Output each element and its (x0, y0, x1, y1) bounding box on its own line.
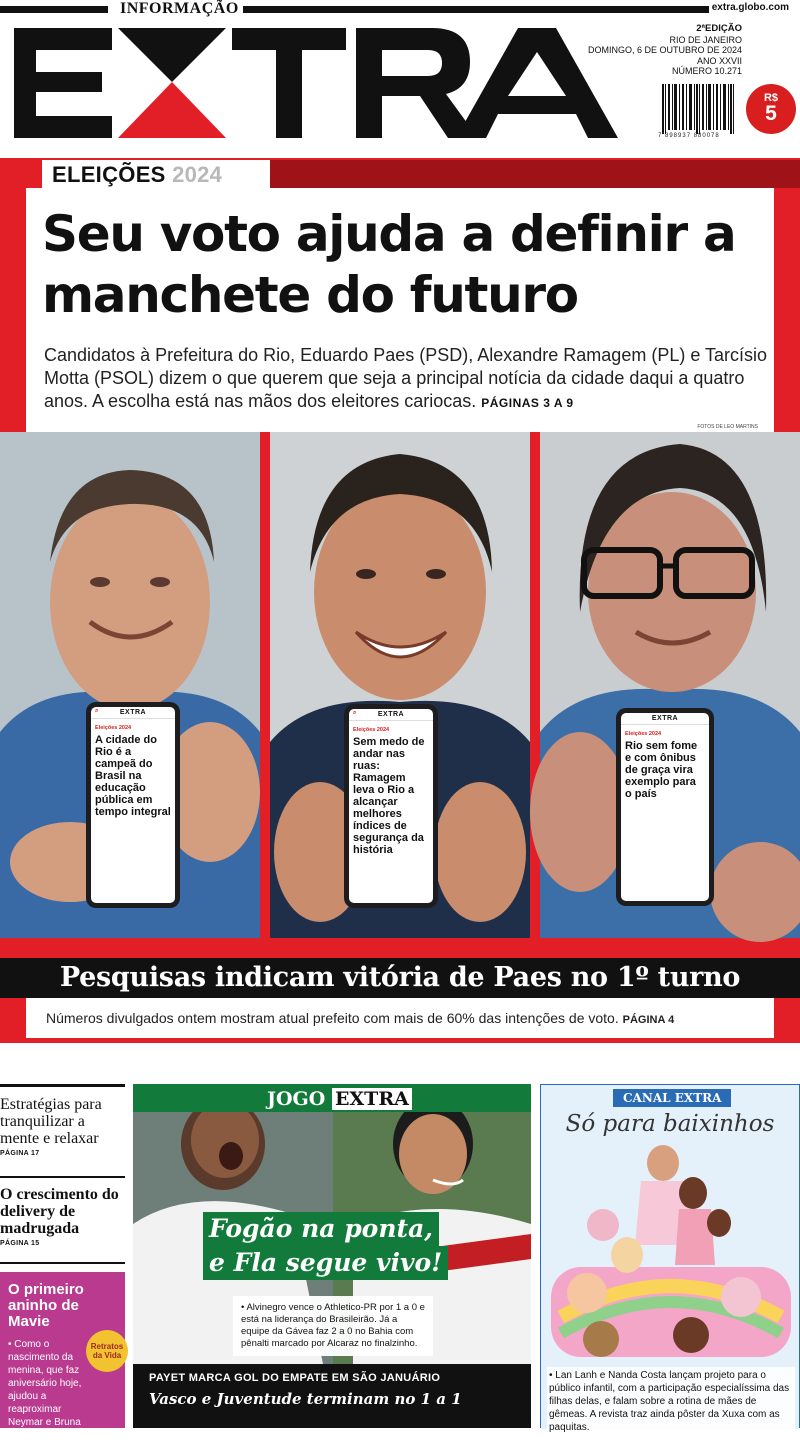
jogo-text: • Alvinegro vence o Athletico-PR por 1 a 0 e está na liderança do Brasileirão. Já a equipe da Gávea faz 2 a 0 no Bahia com pênalti marcado por Alcaraz no finalzinho. (233, 1296, 433, 1356)
city: RIO DE JANEIRO (669, 34, 742, 45)
top-rule-right (238, 6, 716, 13)
photo-paes (0, 432, 260, 938)
polls-subhead (46, 1010, 674, 1026)
brief-relax[interactable]: Estratégias para tranquilizar a mente e relaxar (0, 1096, 102, 1147)
polls-headline[interactable]: Pesquisas indicam vitória de Paes no 1º turno (59, 962, 741, 993)
fogao-line-2: e Fla segue vivo! (203, 1246, 448, 1280)
vasco-box[interactable] (133, 1364, 531, 1428)
phone-screen (349, 709, 433, 903)
phone-screen (621, 713, 709, 901)
phone-tag: Eleições 2024 (95, 725, 132, 731)
phone-headline: A cidade do Rio é a campeã do Brasil na educação pública em tempo integral (95, 734, 171, 818)
year: ANO XXVII (696, 55, 742, 66)
section-label: INFORMAÇÃO (116, 0, 243, 18)
jogo-word: JOGO (267, 1088, 326, 1110)
brief-delivery[interactable]: O crescimento do delivery de madrugada (0, 1186, 119, 1237)
photo-ramagem (270, 432, 530, 938)
phone-ramagem (344, 704, 438, 908)
vasco-headline: Vasco e Juventude terminam no 1 a 1 (149, 1390, 462, 1408)
barcode (662, 84, 734, 134)
phone-tag: Eleições 2024 (353, 727, 390, 733)
masthead (0, 0, 800, 160)
mavie-text: • Como o nascimento da menina, que faz aniversário hoje, ajudou a reaproximar Neymar e Bruna Biancardi. (8, 1339, 82, 1441)
brief-delivery-page: PÁGINA 15 (0, 1240, 40, 1247)
phone-headline: Rio sem fome e com ônibus de graça vira exemplo para o país (625, 740, 698, 800)
extra-logo (0, 22, 640, 144)
lead-lede (44, 344, 774, 415)
polls-page[interactable]: PÁGINA 4 (622, 1014, 675, 1026)
photo-motta (540, 432, 800, 938)
phone-header (91, 707, 175, 719)
column-rule (0, 1084, 125, 1087)
column-rule (0, 1262, 125, 1264)
canal-extra-label: CANAL EXTRA (613, 1089, 731, 1107)
phone-header (621, 713, 709, 725)
kicker-band (240, 160, 800, 188)
retratos-badge: Retratos da Vida (86, 1330, 128, 1372)
phone-headline: Sem medo de andar nas ruas: Ramagem leva o Rio a alcançar melhores índices de segurança da história (353, 736, 425, 856)
photo-credit: FOTOS DE LEO MARTINS (697, 424, 758, 430)
lede-text: Candidatos à Prefeitura do Rio, Eduardo Paes (PSD), Alexandre Ramagem (PL) e Tarcísio Motta (PSOL) dizem o que querem que seja a principal notícia da cidade daqui a quatro anos. A escolha está nas mãos dos eleitores cariocas. (44, 345, 768, 411)
fogao-headline (203, 1212, 448, 1280)
price-badge (746, 84, 796, 134)
phone-header (349, 709, 433, 721)
barcode-digits: 7 898937 880078 (658, 133, 720, 139)
issue-number: NÚMERO 10.271 (671, 66, 742, 76)
column-rule (0, 1176, 125, 1178)
jogo-extra-box[interactable] (133, 1084, 531, 1428)
phone-tag: Eleições 2024 (625, 731, 662, 737)
price-value: 5 (765, 102, 777, 125)
jogo-extra-label (267, 1088, 412, 1110)
phone-paes (86, 702, 180, 908)
mavie-title: O primeiro aninho de Mavie (8, 1281, 84, 1330)
elections-kicker (52, 162, 222, 188)
kicker-word: ELEIÇÕES (52, 162, 166, 187)
price-currency: R$ (763, 92, 779, 104)
edition: 2ªEDIÇÃO (696, 23, 742, 34)
search-icon: ⌕ (353, 710, 357, 716)
extra-word: EXTRA (332, 1088, 412, 1110)
canal-extra-box[interactable] (540, 1084, 800, 1433)
lead-headline[interactable]: Seu voto ajuda a definir a manchete do futuro (42, 205, 736, 324)
polls-subtext: Números divulgados ontem mostram atual prefeito com mais de 60% das intenções de voto. (46, 1010, 619, 1026)
mavie-box[interactable] (0, 1272, 125, 1441)
brief-relax-page: PÁGINA 17 (0, 1150, 40, 1157)
phone-brand: EXTRA (377, 711, 405, 718)
search-icon: ⌕ (95, 708, 99, 714)
date: DOMINGO, 6 DE OUTUBRO DE 2024 (587, 45, 742, 55)
fogao-line-1: Fogão na ponta, (203, 1212, 439, 1246)
kicker-year: 2024 (172, 162, 223, 187)
site-url[interactable]: extra.globo.com (709, 2, 792, 13)
phone-motta (616, 708, 714, 906)
canal-extra-text: • Lan Lanh e Nanda Costa lançam projeto para o público infantil, com a participação especialíssima das filhas delas, e falam sobre a rotina de mães de gêmeas. A revista traz ainda pôster da Xuxa com as paquitas. (547, 1367, 795, 1436)
vasco-kicker: PAYET MARCA GOL DO EMPATE EM SÃO JANUÁRIO (149, 1372, 441, 1384)
phone-brand: EXTRA (119, 709, 147, 716)
phone-screen (91, 707, 175, 903)
edition-info (588, 24, 742, 77)
phone-brand: EXTRA (651, 715, 679, 722)
canal-extra-title: Só para baixinhos (565, 1111, 775, 1137)
top-rule-left (0, 6, 108, 13)
lede-pages[interactable]: PÁGINAS 3 A 9 (481, 396, 574, 410)
